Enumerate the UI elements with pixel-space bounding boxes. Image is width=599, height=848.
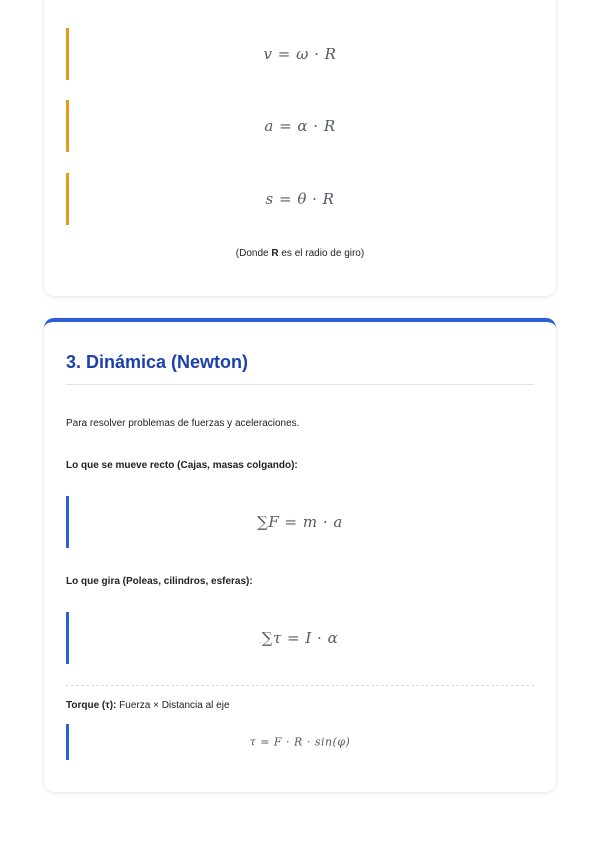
formula-block-velocity <box>66 28 534 80</box>
linear-motion-label: Lo que se mueve recto (Cajas, masas colgando): <box>66 460 298 471</box>
section-title: 3. Dinámica (Newton) <box>66 352 249 372</box>
formula-newton-linear: ∑F = m · a <box>257 513 343 531</box>
formula-block-arc-length <box>66 173 534 225</box>
dashed-divider <box>66 685 534 686</box>
radius-note-suffix: es el radio de giro) <box>278 248 365 259</box>
formula-newton-rotational: ∑τ = I · α <box>261 629 339 647</box>
formula-velocity: v = ω · R <box>263 45 337 63</box>
title-divider <box>66 384 534 385</box>
formula-arc-length: s = θ · R <box>265 190 335 208</box>
dynamics-card <box>44 318 556 792</box>
formula-block-acceleration <box>66 100 534 152</box>
torque-description: Fuerza × Distancia al eje <box>116 700 230 711</box>
rotational-motion-label: Lo que gira (Poleas, cilindros, esferas): <box>66 576 253 587</box>
kinematics-card <box>44 0 556 296</box>
formula-block-newton-rotational <box>66 612 534 664</box>
intro-text: Para resolver problemas de fuerzas y aceleraciones. <box>66 418 300 429</box>
radius-note <box>44 248 556 259</box>
torque-label: Torque (τ): <box>66 700 117 711</box>
torque-definition <box>66 700 230 711</box>
formula-torque: τ = F · R · sin(φ) <box>249 735 351 749</box>
formula-acceleration: a = α · R <box>264 117 336 135</box>
radius-note-prefix: (Donde <box>235 248 272 259</box>
formula-block-torque <box>66 724 534 760</box>
formula-block-newton-linear <box>66 496 534 548</box>
radius-note-symbol: R <box>271 248 279 259</box>
